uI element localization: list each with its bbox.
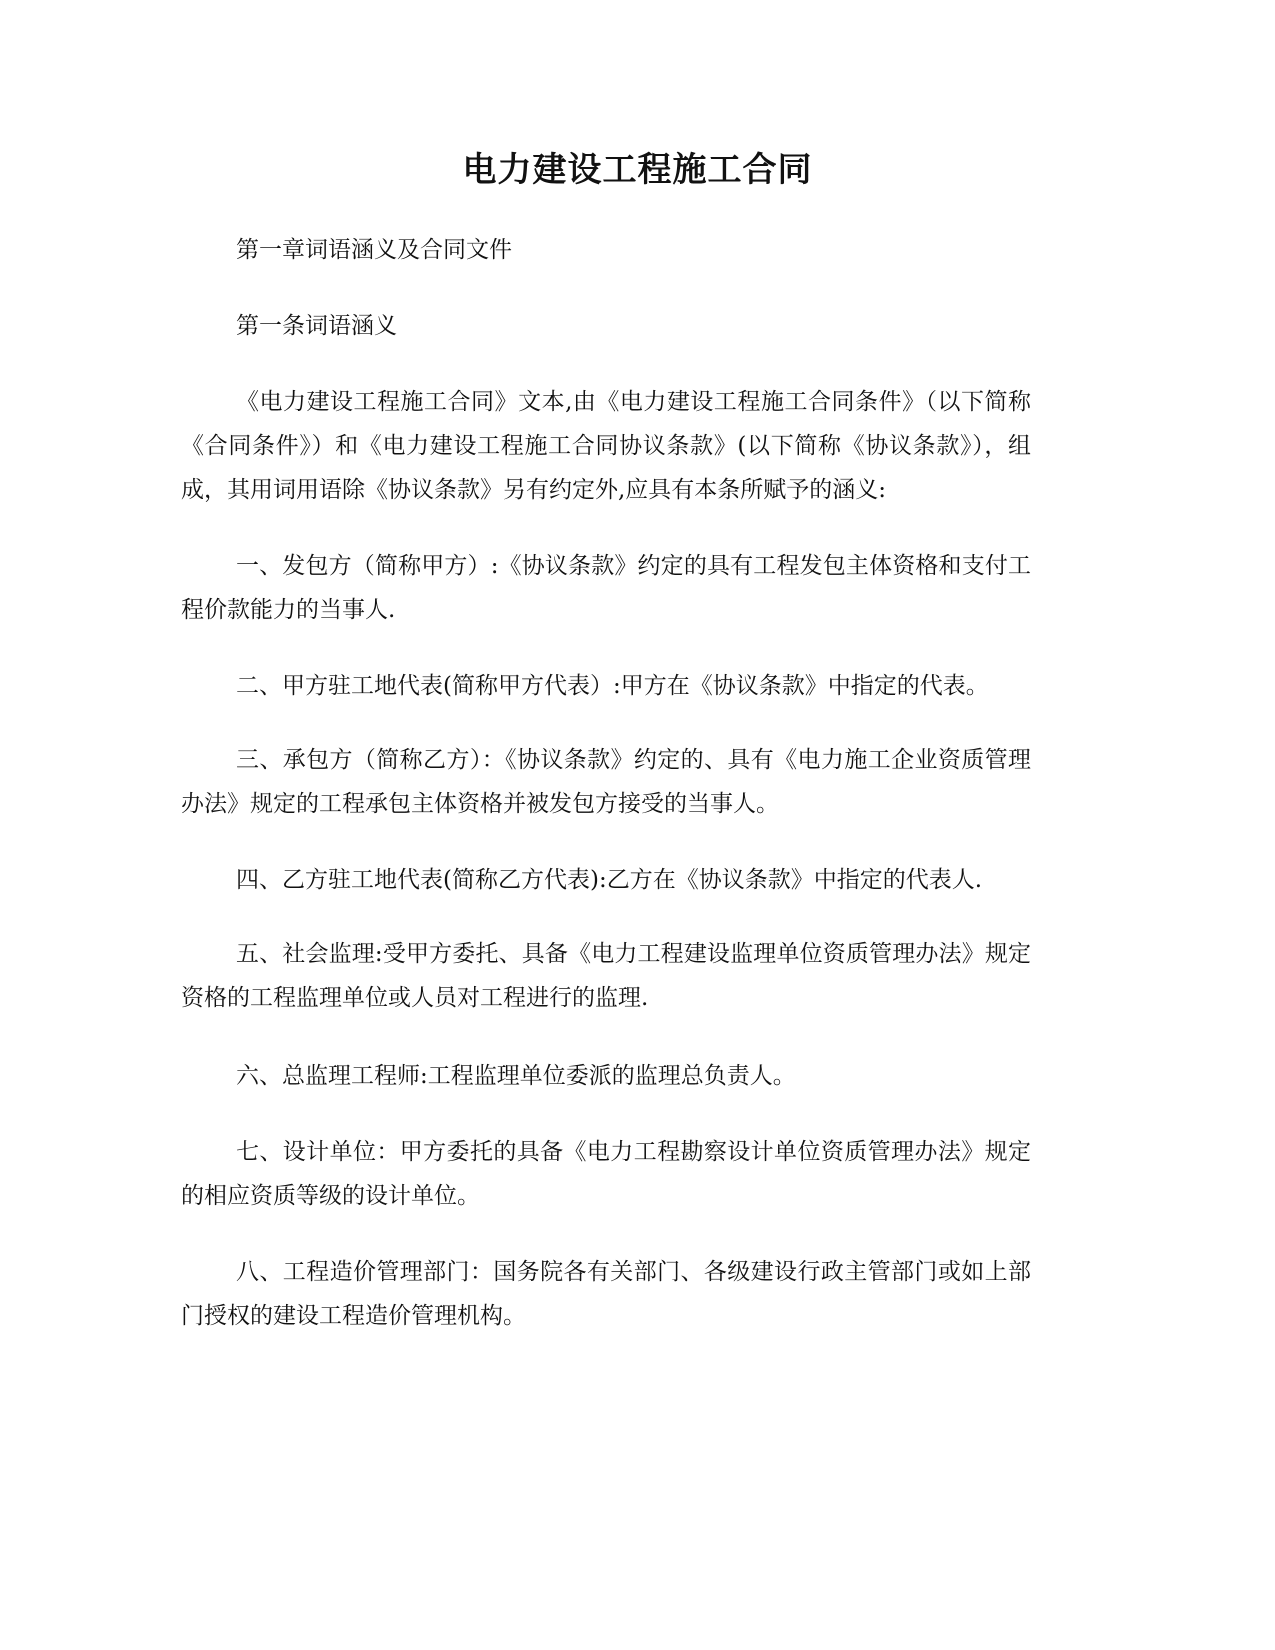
definition-item: 三、承包方（简称乙方）：《协议条款》约定的、具有《电力施工企业资质管理办法》规定的工程承包主体资格并被发包方接受的当事人。 — [181, 747, 1031, 817]
article-heading: 第一条词语涵义 — [236, 313, 397, 339]
definition-item: 七、设计单位：甲方委托的具备《电力工程勘察设计单位资质管理办法》规定的相应资质等级的设计单位。 — [181, 1139, 1031, 1209]
definition-item: 五、社会监理:受甲方委托、具备《电力工程建设监理单位资质管理办法》规定资格的工程监理单位或人员对工程进行的监理. — [181, 941, 1031, 1011]
definition-item: 一、发包方（简称甲方）:《协议条款》约定的具有工程发包主体资格和支付工程价款能力的当事人. — [181, 553, 1031, 623]
definition-item: 二、甲方驻工地代表(简称甲方代表）:甲方在《协议条款》中指定的代表。 — [236, 673, 989, 699]
definition-item: 六、总监理工程师:工程监理单位委派的监理总负责人。 — [236, 1063, 796, 1089]
intro-paragraph: 《电力建设工程施工合同》文本,由《电力建设工程施工合同条件》（以下简称《合同条件》）和《电力建设工程施工合同协议条款》(以下简称《协议条款》），组成，其用词用语除《协议条款》另有约定外,应具有本条所赋予的涵义: — [181, 389, 1031, 503]
document-title: 电力建设工程施工合同 — [462, 150, 813, 190]
definition-item: 八、工程造价管理部门：国务院各有关部门、各级建设行政主管部门或如上部门授权的建设工程造价管理机构。 — [181, 1259, 1031, 1329]
definition-item: 四、乙方驻工地代表(简称乙方代表):乙方在《协议条款》中指定的代表人. — [236, 867, 983, 893]
chapter-heading: 第一章词语涵义及合同文件 — [236, 237, 512, 263]
